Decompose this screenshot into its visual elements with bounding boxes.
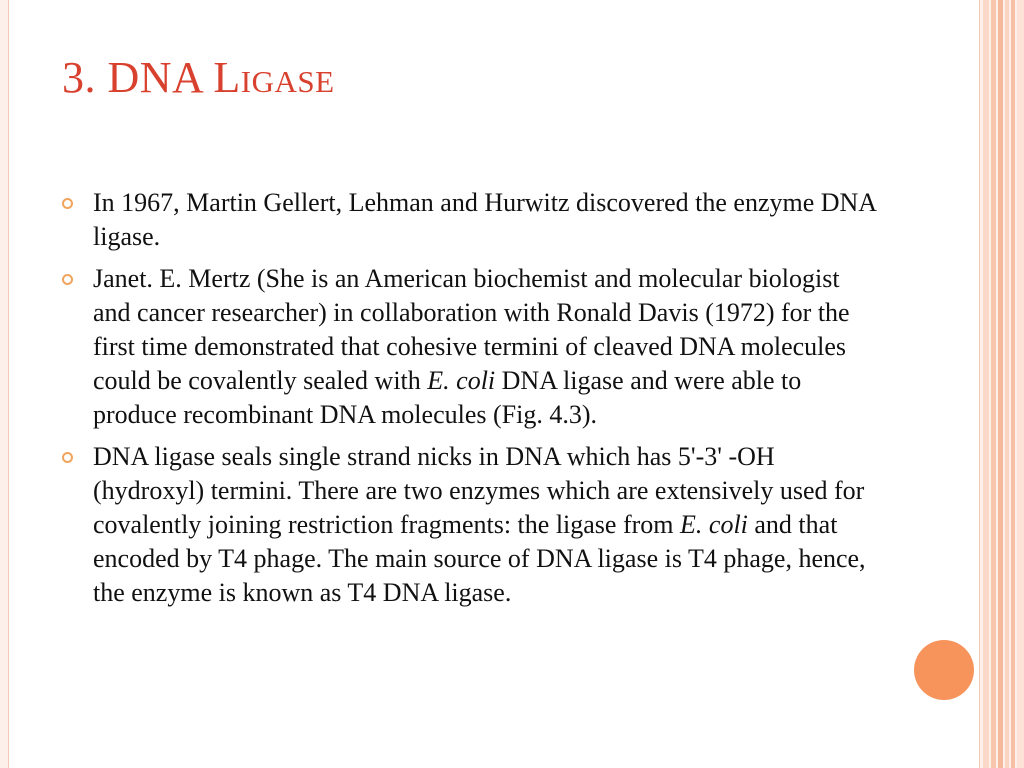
slide-title: 3. DNA Ligase <box>62 53 335 102</box>
decorative-circle <box>914 640 974 700</box>
decorative-stripe <box>1011 0 1015 768</box>
bullet-circle-icon <box>62 452 73 463</box>
bullet-text: Janet. E. Mertz (She is an American biochemist and molecular biologist and cancer researcher) in collaboration with Ronald Davis (1972) for the first time demonstrated that cohesive termini of cleaved DNA molecules could be covalently sealed with <box>93 264 850 395</box>
slide-body <box>62 186 882 618</box>
bullet-text: In 1967, Martin Gellert, Lehman and Hurwitz discovered the enzyme DNA ligase. <box>93 188 876 251</box>
bullet-text: DNA ligase and were able to produce recombinant DNA molecules (Fig. 4.3). <box>93 366 802 429</box>
decorative-stripe <box>991 0 996 768</box>
species-name: E. coli <box>427 366 496 395</box>
bullet-text: and that encoded by T4 phage. The main source of DNA ligase is T4 phage, hence, the enzyme is known as T4 DNA ligase. <box>93 510 866 607</box>
bullet-item <box>62 440 882 610</box>
bullet-circle-icon <box>62 198 73 209</box>
bullet-item <box>62 262 882 432</box>
bullet-item <box>62 186 882 254</box>
decorative-stripe <box>1005 0 1009 768</box>
bullet-circle-icon <box>62 274 73 285</box>
species-name: E. coli <box>680 510 748 539</box>
decorative-stripe <box>983 0 989 768</box>
decorative-stripe <box>1017 0 1024 768</box>
bullet-text: DNA ligase seals single strand nicks in DNA which has 5'-3' -OH (hydroxyl) termini. There are two enzymes which are extensively used for covalently joining restriction fragments: the ligase from <box>93 442 865 539</box>
decorative-stripe <box>998 0 1003 768</box>
